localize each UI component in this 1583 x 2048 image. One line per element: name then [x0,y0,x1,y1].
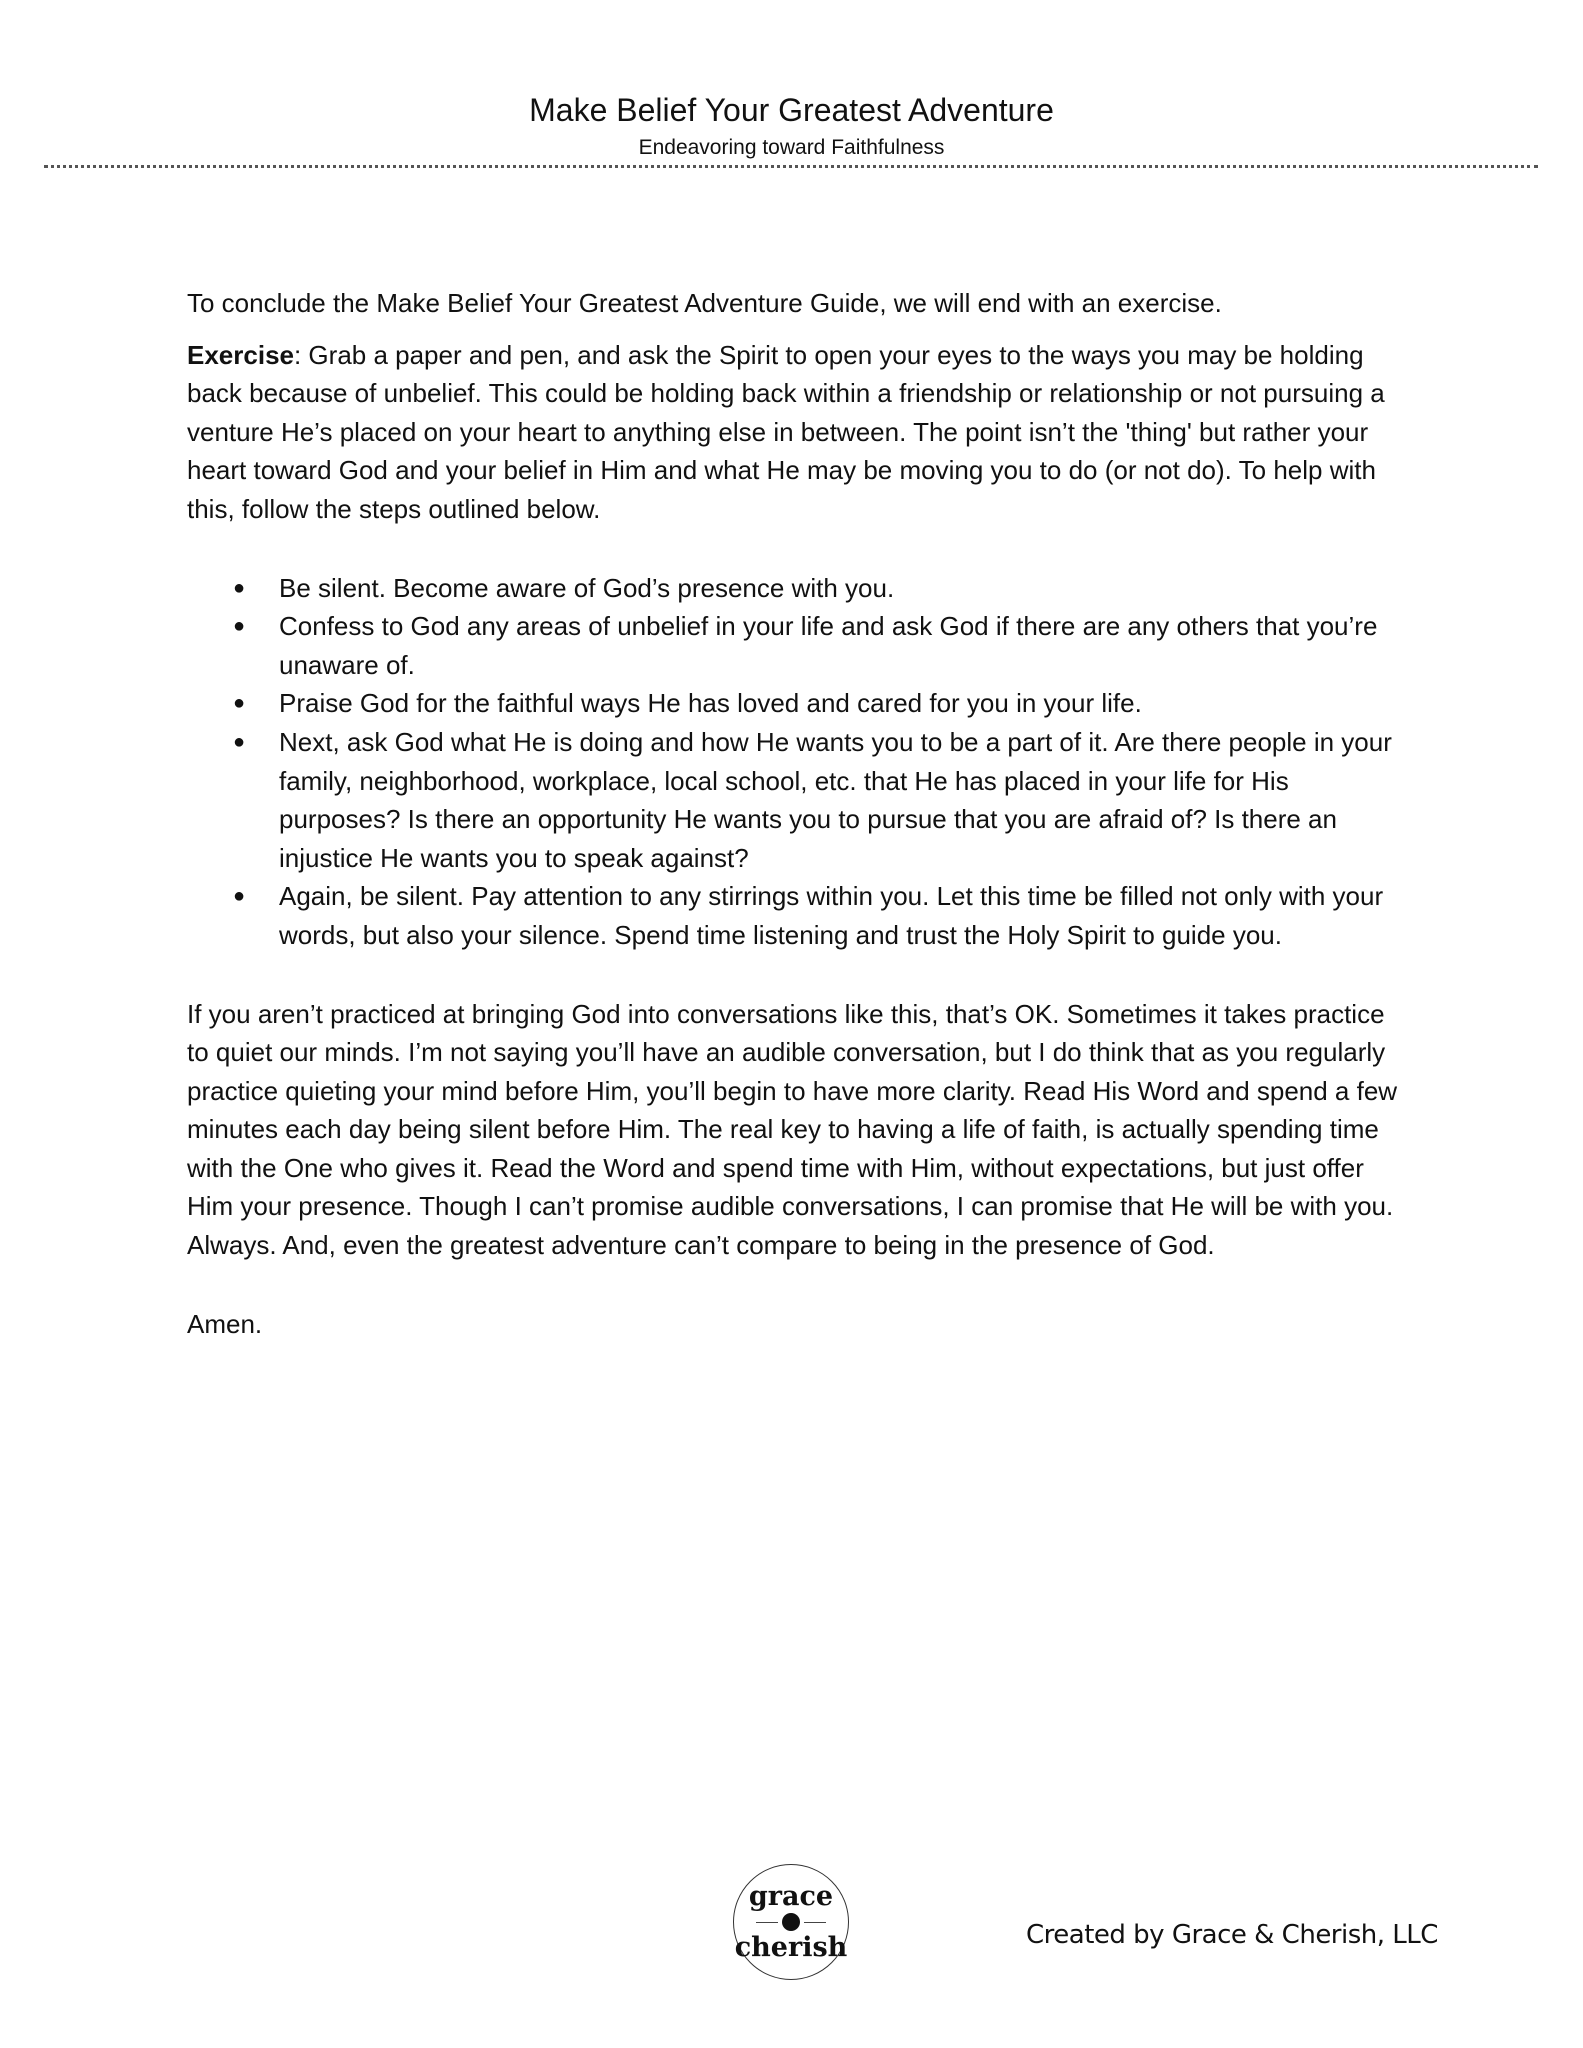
exercise-text: : Grab a paper and pen, and ask the Spirit to open your eyes to the ways you may be holding back because of unbelief. This could be holding back within a friendship or relationship or not pursuing a venture He’s placed on your heart to anything else in between. The point isn’t the 'thing' but rather your heart toward God and your belief in Him and what He may be moving you to do (or not do). To help with this, follow the steps outlined below. [187,339,1385,524]
logo-monogram-icon [782,1913,800,1931]
document-subtitle: Endeavoring toward Faithfulness [638,136,945,159]
list-item: ● Next, ask God what He is doing and how He wants you to be a part of it. Are there people in your family, neighborhood, workplace, local school, etc. that He has placed in your life for His purposes? Is there an opportunity He wants you to pursue that you are afraid of? Is there an injustice He wants you to speak against? [279,723,1402,877]
list-item: ● Praise God for the faithful ways He has loved and cared for you in your life. [279,684,1402,723]
grace-cherish-logo [733,1864,849,1980]
list-item: ● Be silent. Become aware of God’s presence with you. [279,569,1402,608]
footer-credit: Created by Grace & Cherish, LLC [1026,1920,1438,1950]
list-item: ● Confess to God any areas of unbelief in your life and ask God if there are any others that you’re unaware of. [279,607,1402,684]
steps-list [187,569,1402,955]
logo-text-bottom: cherish [734,1932,848,1963]
closing-paragraph: If you aren’t practiced at bringing God into conversations like this, that’s OK. Sometimes it takes practice to quiet our minds. I’m not saying you’ll have an audible conversation, but I do think that as you regularly practice quieting your mind before Him, you’ll begin to have more clarity. Read His Word and spend a few minutes each day being silent before Him. The real key to having a life of faith, is actually spending time with the One who gives it. Read the Word and spend time with Him, without expectations, but just offer Him your presence. Though I can’t promise audible conversations, I can promise that He will be with you. Always. And, even the greatest adventure can’t compare to being in the presence of God. [187,998,1398,1261]
document-title: Make Belief Your Greatest Adventure [529,92,1054,128]
list-item: ● Again, be silent. Pay attention to any stirrings within you. Let this time be filled not only with your words, but also your silence. Spend time listening and trust the Holy Spirit to guide you. [279,877,1402,954]
logo-text-top: grace [748,1881,834,1912]
exercise-paragraph [187,336,1402,529]
document-body [187,284,1402,1356]
amen: Amen. [187,1308,263,1339]
logo-divider [734,1913,848,1931]
header-divider [44,165,1538,168]
exercise-label: Exercise [187,339,294,370]
intro-paragraph: To conclude the Make Belief Your Greatest Adventure Guide, we will end with an exercise. [187,288,1222,318]
